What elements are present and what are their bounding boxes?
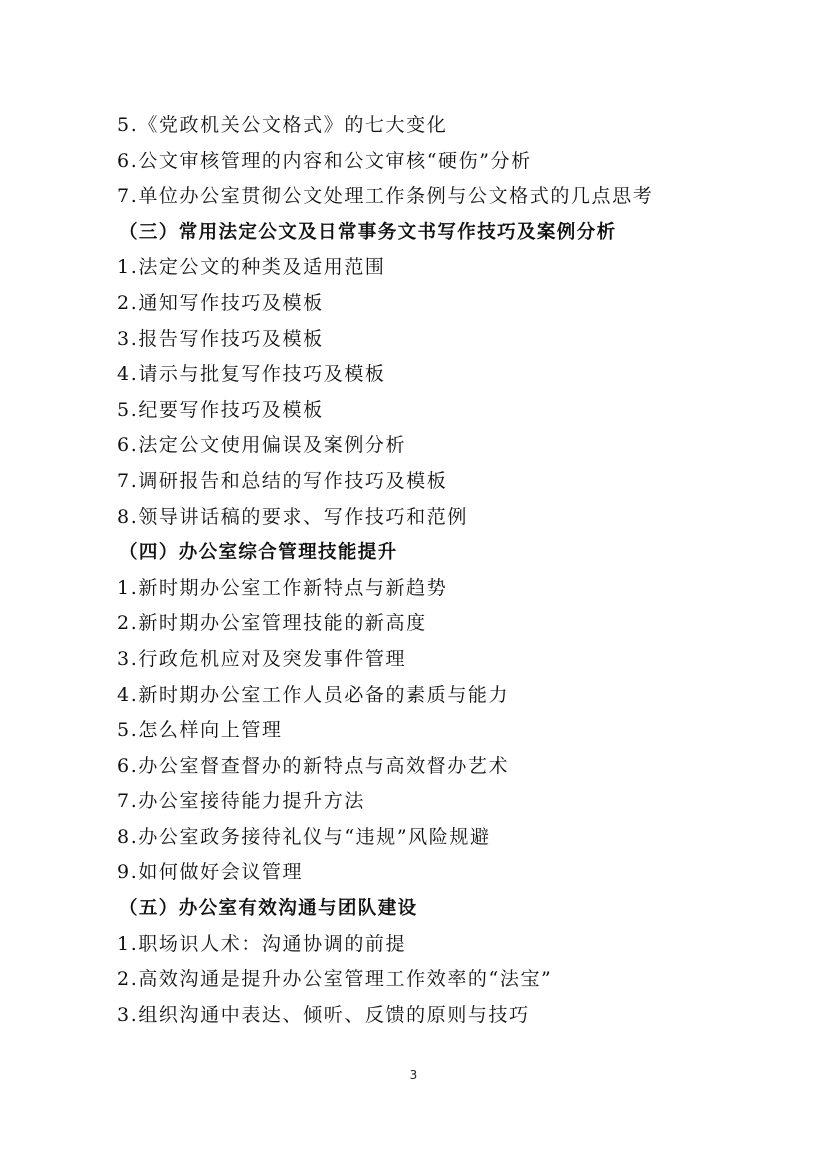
section-heading: （五）办公室有效沟通与团队建设: [119, 898, 418, 920]
list-item: 6.办公室督查督办的新特点与高效督办艺术: [117, 754, 510, 777]
list-item: 5.《党政机关公文格式》的七大变化: [117, 114, 448, 136]
list-item: 1.法定公文的种类及适用范围: [117, 256, 386, 279]
list-item: 3.组织沟通中表达、倾听、反馈的原则与技巧: [117, 1003, 530, 1026]
list-item: 7.单位办公室贯彻公文处理工作条例与公文格式的几点思考: [117, 185, 654, 208]
list-item: 3.行政危机应对及突发事件管理: [117, 647, 407, 670]
list-item: 7.调研报告和总结的写作技巧及模板: [117, 469, 448, 492]
list-item: 8.领导讲话稿的要求、写作技巧和范例: [117, 505, 468, 528]
list-item: 5.纪要写作技巧及模板: [117, 398, 324, 421]
list-item: 2.高效沟通是提升办公室管理工作效率的“法宝”: [117, 968, 553, 991]
page-number: 3: [409, 1068, 418, 1082]
list-item: 1.职场识人术：沟通协调的前提: [117, 932, 407, 955]
list-item: 7.办公室接待能力提升方法: [117, 790, 365, 813]
list-item: 1.新时期办公室工作新特点与新趋势: [117, 576, 448, 599]
list-item: 4.请示与批复写作技巧及模板: [117, 363, 386, 386]
list-item: 2.新时期办公室管理技能的新高度: [117, 612, 427, 635]
list-item: 4.新时期办公室工作人员必备的素质与能力: [117, 683, 510, 706]
section-heading: （三）常用法定公文及日常事务文书写作技巧及案例分析: [119, 221, 617, 243]
list-item: 9.如何做好会议管理: [117, 861, 304, 884]
list-item: 8.办公室政务接待礼仪与“违规”风险规避: [117, 825, 491, 848]
section-heading: （四）办公室综合管理技能提升: [119, 542, 398, 564]
list-item: 6.法定公文使用偏误及案例分析: [117, 434, 407, 457]
document-body: [117, 108, 717, 1033]
list-item: 2.通知写作技巧及模板: [117, 291, 324, 314]
list-item: 5.怎么样向上管理: [117, 719, 283, 742]
list-item: 6.公文审核管理的内容和公文审核“硬伤”分析: [117, 149, 532, 172]
list-item: 3.报告写作技巧及模板: [117, 327, 324, 350]
